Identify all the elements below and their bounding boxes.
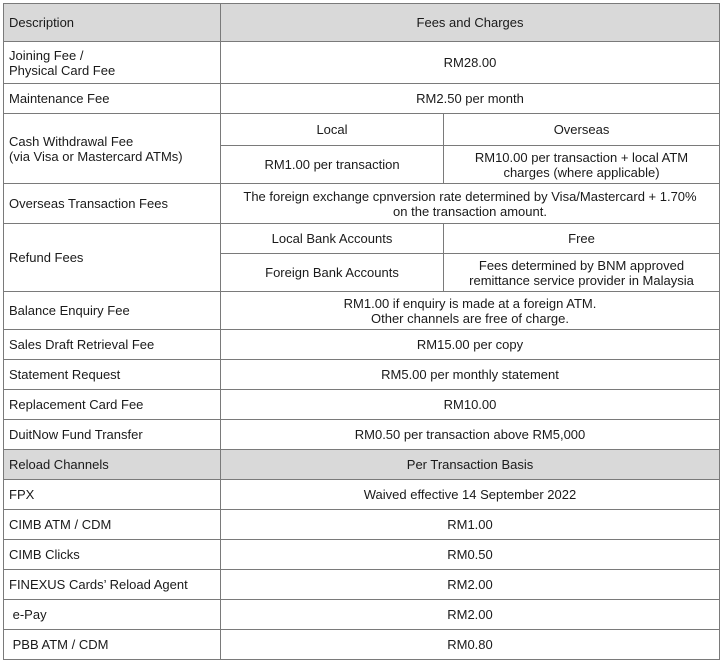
cash-withdrawal-label: Cash Withdrawal Fee (via Visa or Mastercard ATMs) [4,114,221,184]
reload-channel-value: RM2.00 [221,570,720,600]
reload-channel-value: RM0.50 [221,540,720,570]
maintenance-fee-value: RM2.50 per month [221,84,720,114]
sales-draft-value: RM15.00 per copy [221,330,720,360]
table-row [4,360,720,390]
cash-withdrawal-overseas-value: RM10.00 per transaction + local ATM charges (where applicable) [444,146,720,184]
table-row [4,224,720,254]
refund-local-value: Free [444,224,720,254]
replacement-card-label: Replacement Card Fee [4,390,221,420]
reload-channel-value: Waived effective 14 September 2022 [221,480,720,510]
reload-basis-header: Per Transaction Basis [221,450,720,480]
table-row [4,630,720,660]
table-row [4,390,720,420]
table-row [4,42,720,84]
reload-channel-value: RM1.00 [221,510,720,540]
balance-enquiry-value: RM1.00 if enquiry is made at a foreign ATM. Other channels are free of charge. [221,292,720,330]
table-row [4,420,720,450]
header-row [4,4,720,42]
refund-foreign-value: Fees determined by BNM approved remittance service provider in Malaysia [444,254,720,292]
table-row [4,292,720,330]
duitnow-label: DuitNow Fund Transfer [4,420,221,450]
reload-channel-label: PBB ATM / CDM [4,630,221,660]
overseas-transaction-value: The foreign exchange cpnversion rate determined by Visa/Mastercard + 1.70% on the transaction amount. [221,184,720,224]
cash-withdrawal-overseas-header: Overseas [444,114,720,146]
reload-channel-label: e-Pay [4,600,221,630]
table-row [4,540,720,570]
refund-foreign-label: Foreign Bank Accounts [221,254,444,292]
refund-fees-label: Refund Fees [4,224,221,292]
table-row [4,114,720,146]
overseas-transaction-label: Overseas Transaction Fees [4,184,221,224]
reload-channel-label: CIMB ATM / CDM [4,510,221,540]
table-row [4,570,720,600]
header-description: Description [4,4,221,42]
joining-fee-label: Joining Fee / Physical Card Fee [4,42,221,84]
statement-request-value: RM5.00 per monthly statement [221,360,720,390]
reload-channel-value: RM0.80 [221,630,720,660]
table-row [4,480,720,510]
maintenance-fee-label: Maintenance Fee [4,84,221,114]
reload-channels-header: Reload Channels [4,450,221,480]
table-row [4,184,720,224]
reload-header-row [4,450,720,480]
cash-withdrawal-local-header: Local [221,114,444,146]
fees-table [3,3,720,660]
table-row [4,84,720,114]
cash-withdrawal-local-value: RM1.00 per transaction [221,146,444,184]
refund-local-label: Local Bank Accounts [221,224,444,254]
balance-enquiry-label: Balance Enquiry Fee [4,292,221,330]
reload-channel-value: RM2.00 [221,600,720,630]
reload-channel-label: FPX [4,480,221,510]
joining-fee-value: RM28.00 [221,42,720,84]
statement-request-label: Statement Request [4,360,221,390]
table-row [4,330,720,360]
table-row [4,600,720,630]
header-fees: Fees and Charges [221,4,720,42]
duitnow-value: RM0.50 per transaction above RM5,000 [221,420,720,450]
table-row [4,510,720,540]
reload-channel-label: FINEXUS Cards’ Reload Agent [4,570,221,600]
reload-channel-label: CIMB Clicks [4,540,221,570]
replacement-card-value: RM10.00 [221,390,720,420]
sales-draft-label: Sales Draft Retrieval Fee [4,330,221,360]
